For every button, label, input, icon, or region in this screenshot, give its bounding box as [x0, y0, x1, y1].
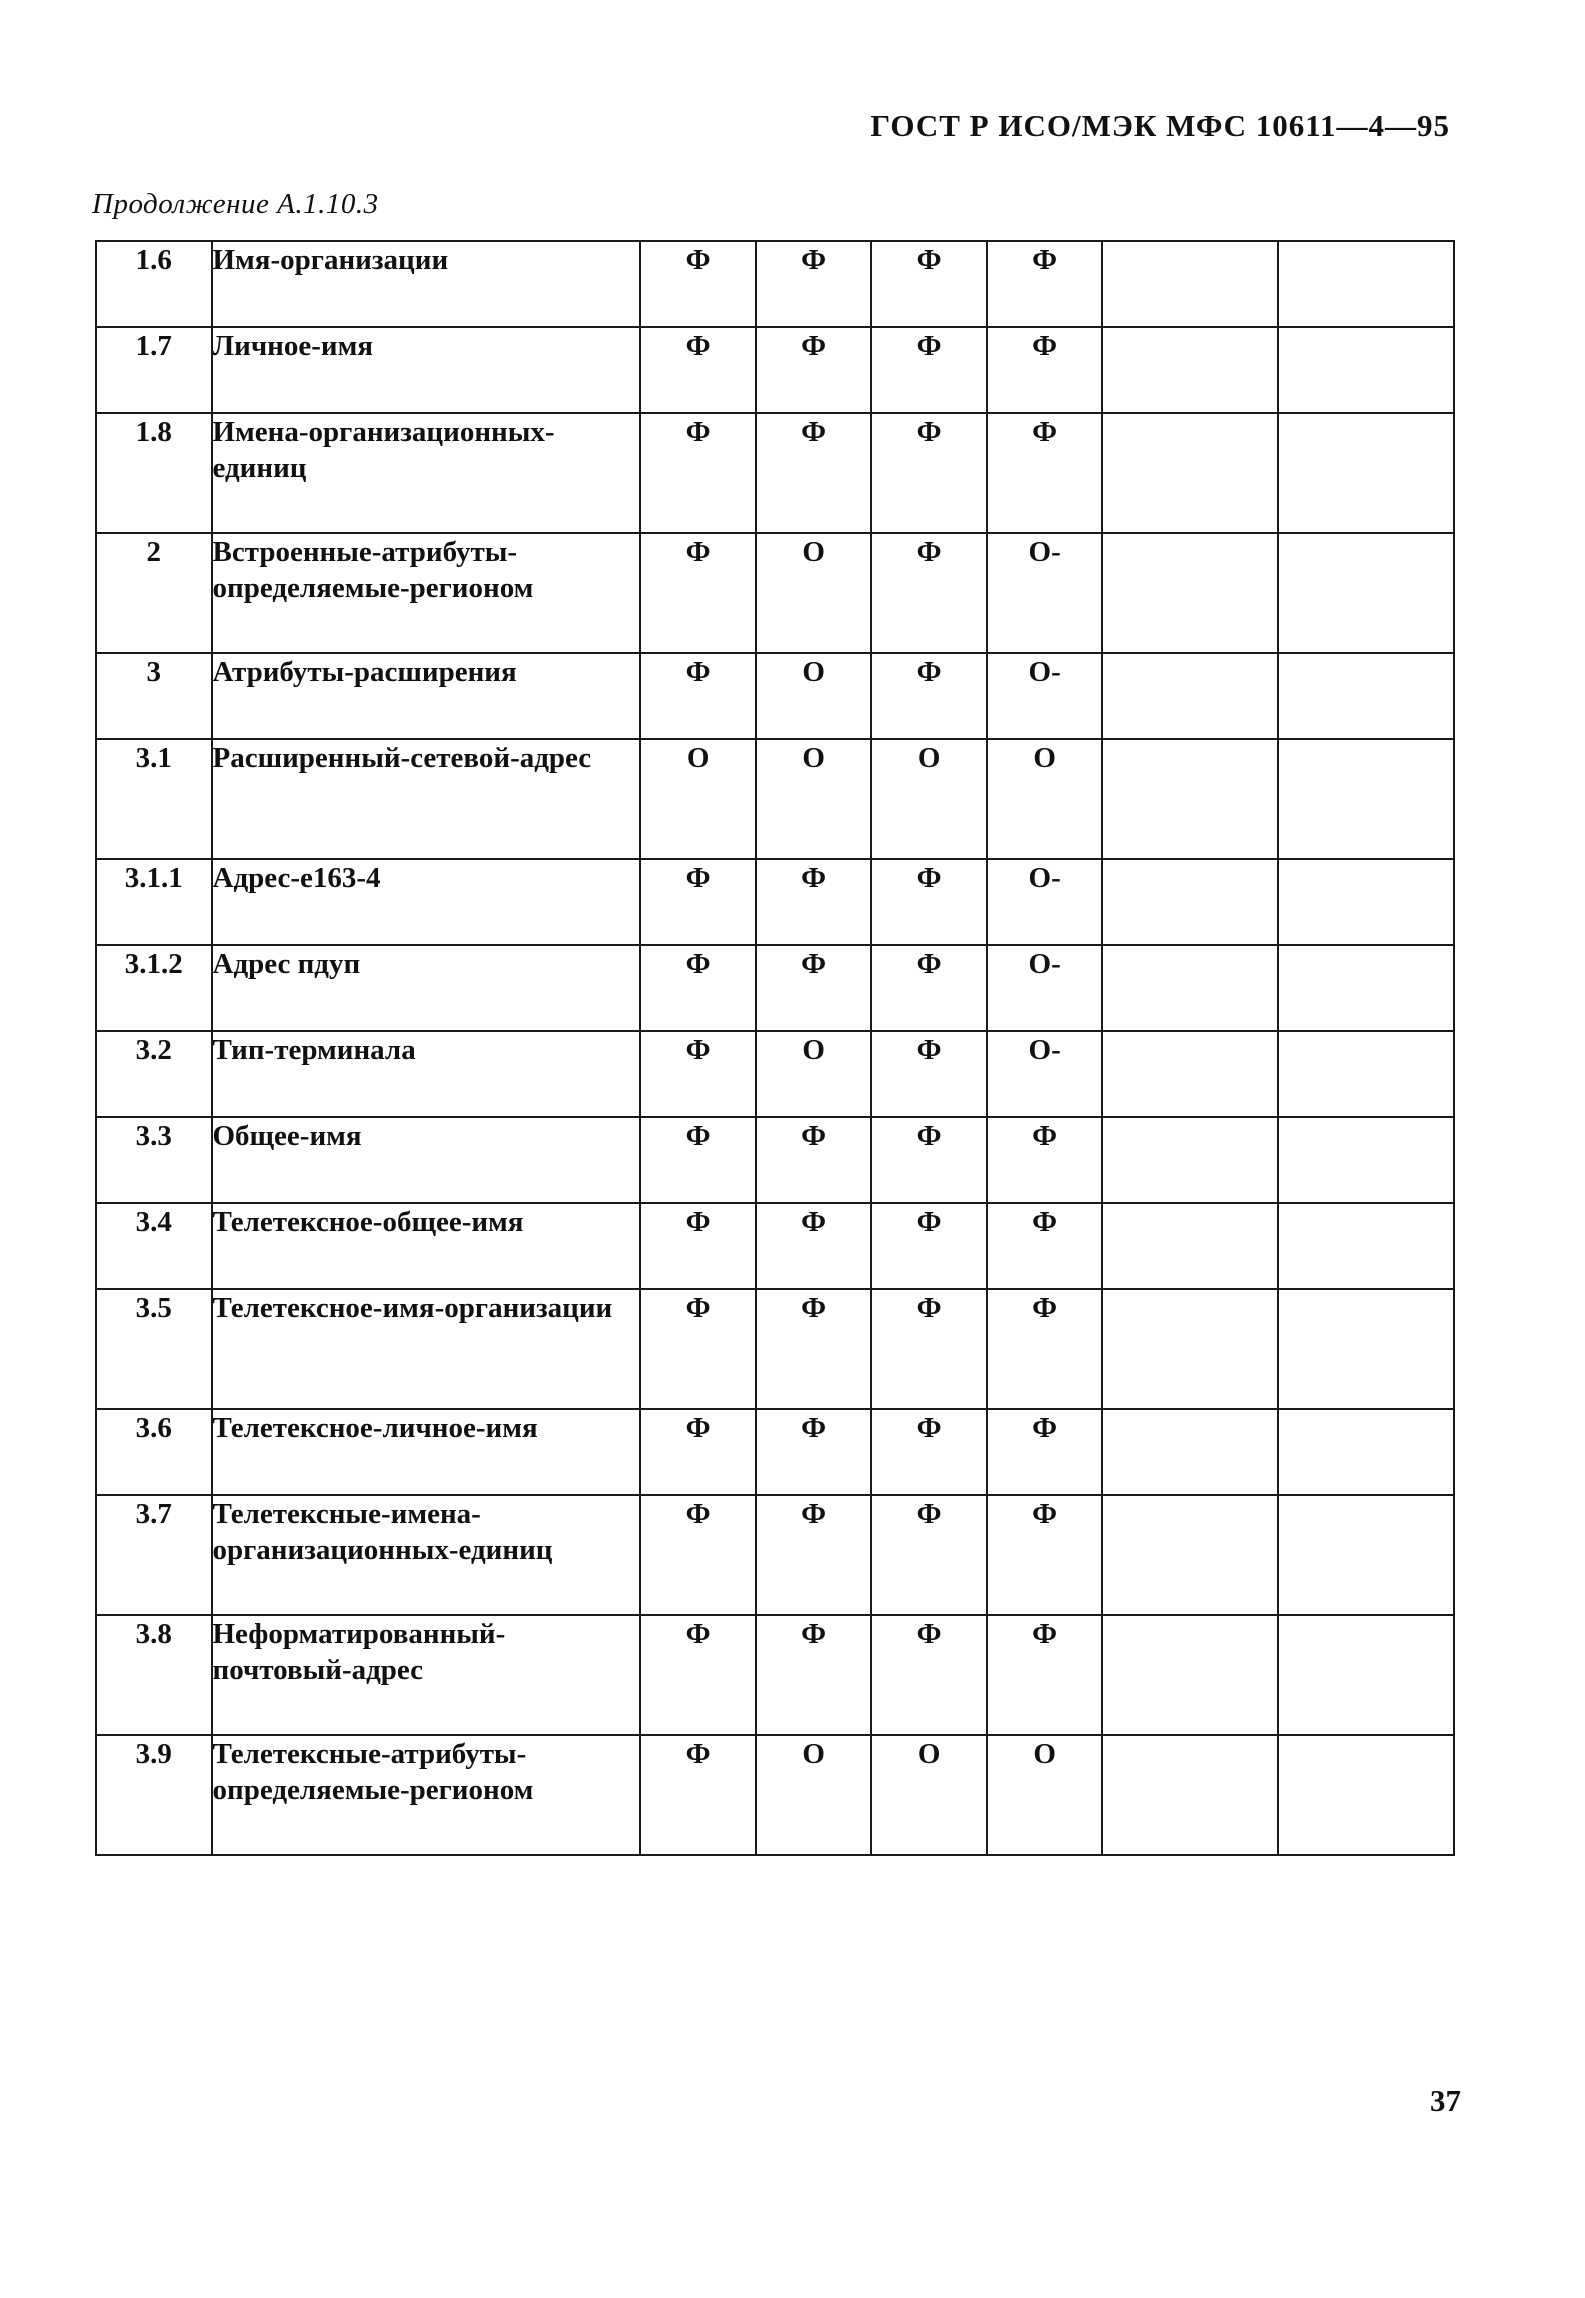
empty-cell — [1278, 327, 1454, 413]
empty-cell — [1278, 653, 1454, 739]
table-row — [96, 1203, 1454, 1289]
row-number: 1.6 — [96, 241, 212, 327]
empty-cell — [1102, 413, 1278, 533]
value-cell-4: Ф — [987, 1615, 1103, 1735]
value-cell-3: Ф — [871, 1289, 987, 1409]
value-cell-1: Ф — [640, 945, 756, 1031]
value-cell-4: О- — [987, 653, 1103, 739]
table-row — [96, 945, 1454, 1031]
empty-cell — [1102, 327, 1278, 413]
value-cell-4: Ф — [987, 413, 1103, 533]
row-number: 3.7 — [96, 1495, 212, 1615]
value-cell-1: Ф — [640, 1031, 756, 1117]
value-cell-4: О — [987, 739, 1103, 859]
value-cell-1: Ф — [640, 533, 756, 653]
value-cell-2: Ф — [756, 1409, 872, 1495]
row-number: 1.8 — [96, 413, 212, 533]
row-number: 3.8 — [96, 1615, 212, 1735]
value-cell-1: Ф — [640, 413, 756, 533]
value-cell-2: О — [756, 739, 872, 859]
row-number: 3.1 — [96, 739, 212, 859]
empty-cell — [1278, 241, 1454, 327]
value-cell-4: Ф — [987, 1495, 1103, 1615]
attribute-name: Имена-организационных-единиц — [212, 413, 641, 533]
attribute-name: Телетексные-атрибуты-определяемые-регионом — [212, 1735, 641, 1855]
value-cell-1: Ф — [640, 1117, 756, 1203]
row-number: 3.9 — [96, 1735, 212, 1855]
value-cell-2: О — [756, 1735, 872, 1855]
value-cell-1: Ф — [640, 653, 756, 739]
value-cell-3: Ф — [871, 241, 987, 327]
value-cell-1: Ф — [640, 859, 756, 945]
empty-cell — [1102, 1289, 1278, 1409]
value-cell-3: Ф — [871, 1495, 987, 1615]
value-cell-1: Ф — [640, 1735, 756, 1855]
empty-cell — [1278, 1409, 1454, 1495]
table-row — [96, 1409, 1454, 1495]
value-cell-3: Ф — [871, 1031, 987, 1117]
value-cell-1: Ф — [640, 1289, 756, 1409]
value-cell-2: Ф — [756, 945, 872, 1031]
empty-cell — [1278, 1117, 1454, 1203]
value-cell-4: Ф — [987, 1203, 1103, 1289]
value-cell-2: Ф — [756, 1203, 872, 1289]
attribute-name: Тип-терминала — [212, 1031, 641, 1117]
row-number: 1.7 — [96, 327, 212, 413]
value-cell-4: Ф — [987, 327, 1103, 413]
attribute-name: Неформатированный-почтовый-адрес — [212, 1615, 641, 1735]
empty-cell — [1278, 1203, 1454, 1289]
value-cell-2: Ф — [756, 1615, 872, 1735]
attribute-name: Адрес пдуп — [212, 945, 641, 1031]
row-number: 3.1.1 — [96, 859, 212, 945]
value-cell-4: Ф — [987, 1289, 1103, 1409]
value-cell-1: Ф — [640, 1615, 756, 1735]
value-cell-4: О- — [987, 533, 1103, 653]
row-number: 3.2 — [96, 1031, 212, 1117]
value-cell-2: О — [756, 533, 872, 653]
empty-cell — [1278, 533, 1454, 653]
attribute-name: Расширенный-сетевой-адрес — [212, 739, 641, 859]
table-row — [96, 1495, 1454, 1615]
value-cell-3: Ф — [871, 413, 987, 533]
table-row — [96, 1615, 1454, 1735]
value-cell-2: Ф — [756, 859, 872, 945]
value-cell-2: Ф — [756, 413, 872, 533]
attribute-name: Телетексное-общее-имя — [212, 1203, 641, 1289]
attribute-name: Телетексные-имена-организационных-единиц — [212, 1495, 641, 1615]
value-cell-3: Ф — [871, 533, 987, 653]
row-number: 3.4 — [96, 1203, 212, 1289]
value-cell-4: Ф — [987, 1117, 1103, 1203]
value-cell-1: Ф — [640, 1203, 756, 1289]
value-cell-3: Ф — [871, 653, 987, 739]
spec-table-body — [96, 241, 1454, 1855]
table-row — [96, 327, 1454, 413]
attribute-name: Встроенные-атрибуты-определяемые-регионом — [212, 533, 641, 653]
value-cell-3: Ф — [871, 1203, 987, 1289]
value-cell-1: Ф — [640, 1495, 756, 1615]
attribute-name: Общее-имя — [212, 1117, 641, 1203]
value-cell-1: Ф — [640, 1409, 756, 1495]
page-number: 37 — [1430, 2083, 1461, 2118]
document-code: ГОСТ Р ИСО/МЭК МФС 10611—4—95 — [870, 108, 1450, 143]
table-row — [96, 241, 1454, 327]
row-number: 3 — [96, 653, 212, 739]
table-row — [96, 1289, 1454, 1409]
empty-cell — [1278, 1735, 1454, 1855]
empty-cell — [1102, 1117, 1278, 1203]
row-number: 3.5 — [96, 1289, 212, 1409]
value-cell-1: Ф — [640, 327, 756, 413]
value-cell-1: О — [640, 739, 756, 859]
value-cell-4: Ф — [987, 1409, 1103, 1495]
table-row — [96, 1031, 1454, 1117]
table-row — [96, 739, 1454, 859]
value-cell-4: Ф — [987, 241, 1103, 327]
value-cell-3: Ф — [871, 945, 987, 1031]
attribute-name: Личное-имя — [212, 327, 641, 413]
value-cell-4: О- — [987, 859, 1103, 945]
spec-table — [95, 240, 1455, 1856]
table-row — [96, 1117, 1454, 1203]
value-cell-2: О — [756, 653, 872, 739]
row-number: 3.1.2 — [96, 945, 212, 1031]
attribute-name: Атрибуты-расширения — [212, 653, 641, 739]
value-cell-2: Ф — [756, 1289, 872, 1409]
empty-cell — [1278, 1495, 1454, 1615]
value-cell-1: Ф — [640, 241, 756, 327]
empty-cell — [1102, 653, 1278, 739]
empty-cell — [1278, 1289, 1454, 1409]
empty-cell — [1102, 1735, 1278, 1855]
row-number: 3.6 — [96, 1409, 212, 1495]
attribute-name: Имя-организации — [212, 241, 641, 327]
value-cell-2: О — [756, 1031, 872, 1117]
empty-cell — [1278, 945, 1454, 1031]
table-row — [96, 859, 1454, 945]
empty-cell — [1102, 241, 1278, 327]
value-cell-3: Ф — [871, 1117, 987, 1203]
empty-cell — [1102, 1203, 1278, 1289]
table-row — [96, 1735, 1454, 1855]
empty-cell — [1102, 945, 1278, 1031]
value-cell-3: Ф — [871, 1615, 987, 1735]
row-number: 3.3 — [96, 1117, 212, 1203]
empty-cell — [1102, 1615, 1278, 1735]
value-cell-2: Ф — [756, 1495, 872, 1615]
attribute-name: Телетексное-личное-имя — [212, 1409, 641, 1495]
empty-cell — [1278, 413, 1454, 533]
table-row — [96, 413, 1454, 533]
value-cell-4: О- — [987, 1031, 1103, 1117]
empty-cell — [1102, 533, 1278, 653]
row-number: 2 — [96, 533, 212, 653]
empty-cell — [1278, 739, 1454, 859]
empty-cell — [1278, 1615, 1454, 1735]
table-row — [96, 533, 1454, 653]
value-cell-3: О — [871, 1735, 987, 1855]
empty-cell — [1278, 1031, 1454, 1117]
attribute-name: Адрес-е163-4 — [212, 859, 641, 945]
value-cell-4: О- — [987, 945, 1103, 1031]
empty-cell — [1102, 1495, 1278, 1615]
empty-cell — [1102, 859, 1278, 945]
value-cell-3: Ф — [871, 1409, 987, 1495]
value-cell-2: Ф — [756, 1117, 872, 1203]
value-cell-3: Ф — [871, 327, 987, 413]
empty-cell — [1102, 1031, 1278, 1117]
value-cell-2: Ф — [756, 327, 872, 413]
value-cell-2: Ф — [756, 241, 872, 327]
continuation-label: Продолжение А.1.10.3 — [92, 188, 379, 220]
empty-cell — [1102, 739, 1278, 859]
attribute-name: Телетексное-имя-организации — [212, 1289, 641, 1409]
value-cell-3: О — [871, 739, 987, 859]
value-cell-4: О — [987, 1735, 1103, 1855]
value-cell-3: Ф — [871, 859, 987, 945]
empty-cell — [1102, 1409, 1278, 1495]
table-row — [96, 653, 1454, 739]
empty-cell — [1278, 859, 1454, 945]
